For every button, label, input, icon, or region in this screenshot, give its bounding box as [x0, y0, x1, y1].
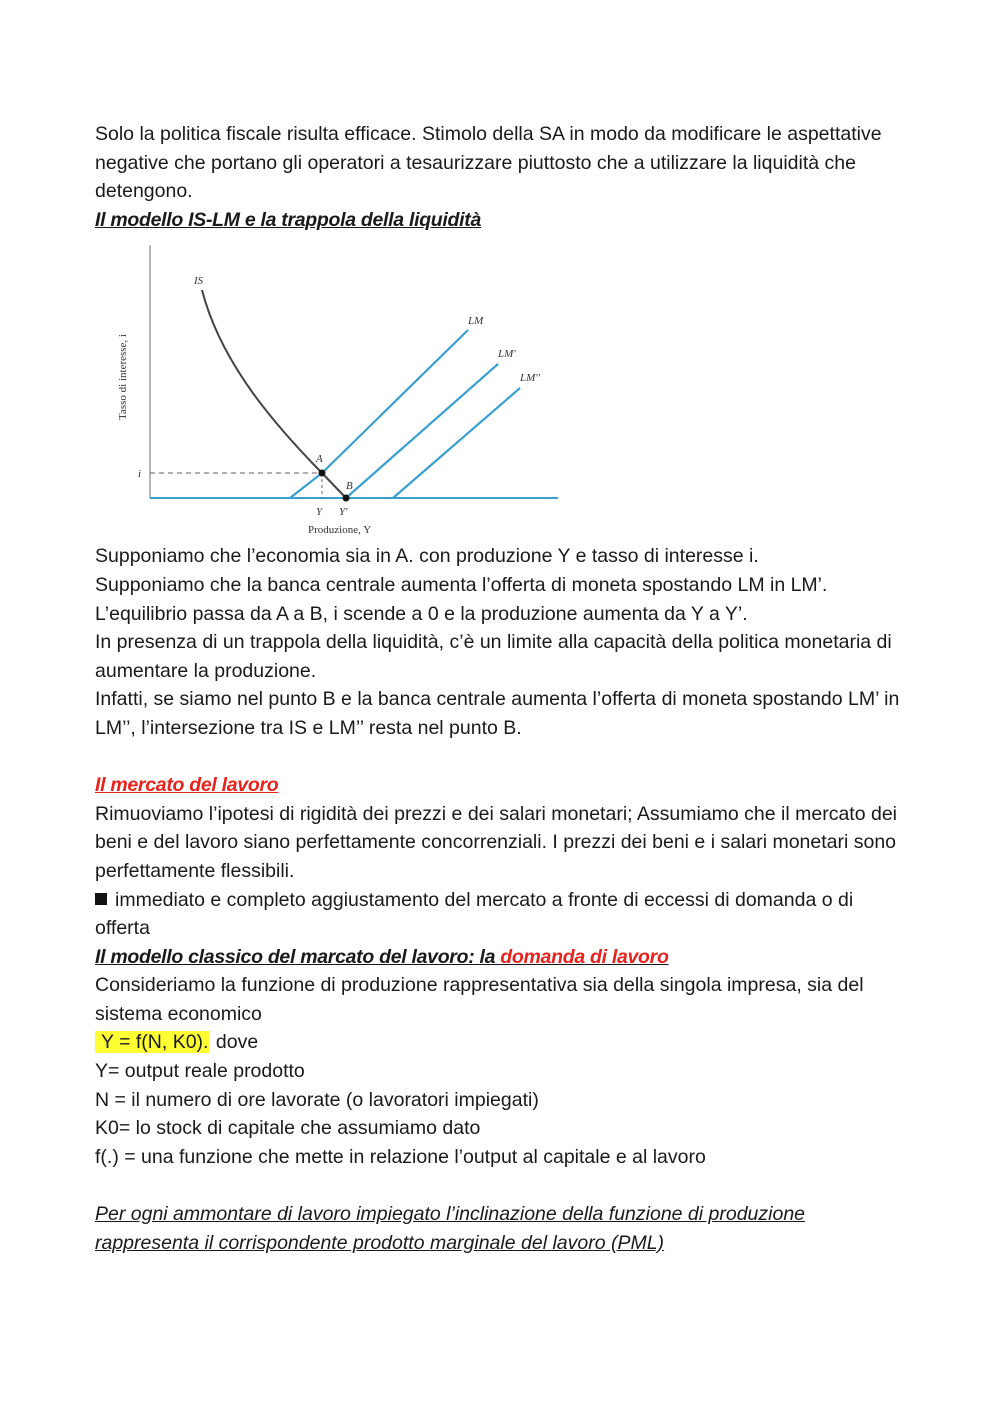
formula-line	[95, 1028, 905, 1057]
definition-n: N = il numero di ore lavorate (o lavoratori impiegati)	[95, 1088, 539, 1111]
spacer	[95, 743, 905, 772]
heading-modello-classico	[95, 943, 905, 972]
lavoro-paragraph: Rimuoviamo l’ipotesi di rigidità dei prezzi e dei salari monetari; Assumiamo che il mercato dei beni e del lavoro siano perfettamente concorrenziali. I prezzi dei beni e i salari monetari sono perfettamente flessibili.	[95, 802, 898, 882]
y-axis-label: Tasso di interesse, i	[117, 334, 129, 421]
closing-paragraph: Per ogni ammontare di lavoro impiegato l’inclinazione della funzione di produzione rappresenta il corrispondente prodotto marginale del lavoro (PML)	[95, 1203, 806, 1254]
formula-highlight: Y = f(N, K0).	[95, 1031, 210, 1053]
label-point-b: B	[346, 480, 353, 493]
heading-mercato-lavoro: Il mercato del lavoro	[95, 774, 279, 797]
after-fig-line-3: L’equilibrio passa da A a B, i scende a 0 e la produzione aumenta da Y a Y’.	[95, 602, 748, 625]
definition-f: f(.) = una funzione che mette in relazione l’output al capitale e al lavoro	[95, 1145, 706, 1168]
definition-k0: K0= lo stock di capitale che assumiamo dato	[95, 1117, 481, 1140]
formula-after: dove	[210, 1031, 259, 1054]
x-axis-label: Produzione, Y	[308, 524, 372, 537]
label-y-tick: Y	[316, 506, 323, 519]
label-lm-prime: LM'	[498, 348, 516, 361]
islm-figure	[110, 240, 580, 540]
label-y-prime-tick: Y'	[339, 506, 348, 519]
square-bullet-icon	[95, 893, 107, 905]
after-fig-line-4: In presenza di un trappola della liquidità, c’è un limite alla capacità della politica monetaria di aumentare la produzione.	[95, 631, 892, 682]
lm-double-prime-curve	[393, 388, 520, 498]
after-fig-line-5: Infatti, se siamo nel punto B e la banca centrale aumenta l’offerta di moneta spostando LM’ in LM’’, l’intersezione tra IS e LM’’ resta nel punto B.	[95, 688, 900, 739]
is-curve	[202, 290, 346, 498]
intro-paragraph: Solo la politica fiscale risulta efficace. Stimolo della SA in modo da modificare le aspettative negative che portano gli operatori a tesaurizzare piuttosto che a utilizzare la liquidità che detengono.	[95, 123, 882, 203]
after-fig-line-1: Supponiamo che l’economia sia in A. con produzione Y e tasso di interesse i.	[95, 545, 759, 568]
label-is: IS	[194, 275, 204, 288]
bullet-item	[95, 886, 905, 943]
islm-diagram	[110, 240, 580, 540]
heading-classico-part-b: domanda di lavoro	[500, 945, 669, 968]
heading-classico-part-a: Il modello classico del marcato del lavoro: la	[95, 945, 501, 968]
label-lm-double-prime: LM''	[520, 372, 540, 385]
spacer	[95, 1171, 905, 1200]
heading-islm: Il modello IS-LM e la trappola della liquidità	[95, 208, 481, 231]
document-content	[95, 120, 905, 1257]
bullet-text: immediato e completo aggiustamento del mercato a fronte di eccessi di domanda o di offerta	[95, 888, 854, 940]
lm-prime-curve	[346, 364, 498, 498]
label-point-a: A	[316, 453, 323, 466]
point-b-dot	[343, 495, 350, 502]
after-fig-line-2: Supponiamo che la banca centrale aumenta l’offerta di moneta spostando LM in LM’.	[95, 573, 828, 596]
label-i-tick: i	[138, 468, 142, 481]
point-a-dot	[319, 470, 326, 477]
classico-paragraph: Consideriamo la funzione di produzione rappresentativa sia della singola impresa, sia del sistema economico	[95, 974, 864, 1025]
label-lm: LM	[468, 315, 484, 328]
definition-y: Y= output reale prodotto	[95, 1060, 305, 1083]
